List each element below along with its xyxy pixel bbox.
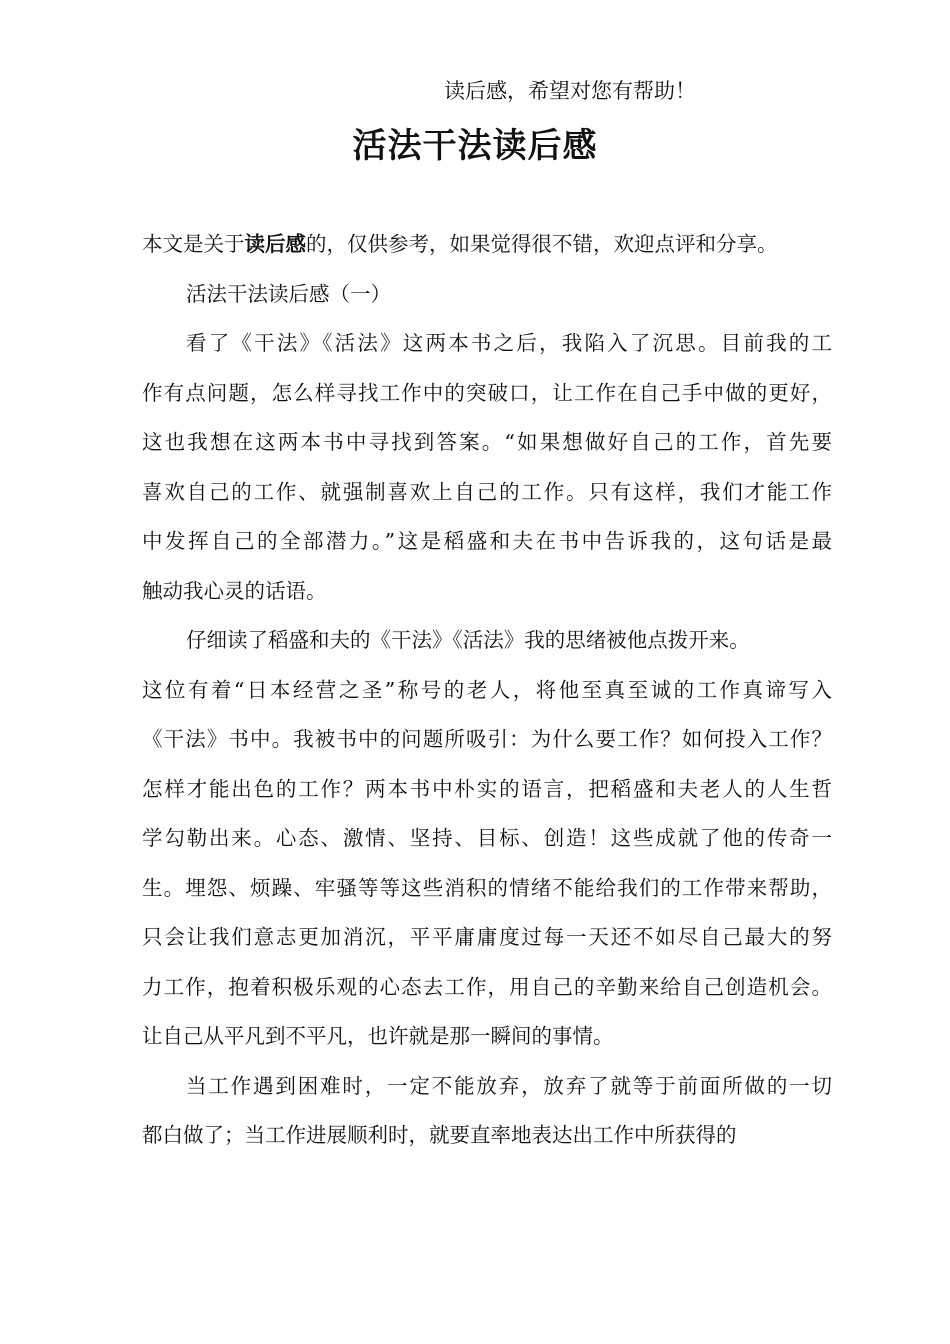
document-body: [142, 226, 832, 1167]
paragraph-line: 看了《干法》《活法》这两本书之后，我陷入了沉思。目前我的工: [186, 331, 832, 355]
paragraph-line: 喜欢自己的工作、就强制喜欢上自己的工作。只有这样，我们才能工作: [142, 479, 832, 504]
paragraph-line: 这位有着“日本经营之圣”称号的老人，将他至真至诚的工作真谛写入: [142, 677, 832, 702]
paragraph-line: 中发挥自己的全部潜力。”这是稻盛和夫在书中告诉我的，这句话是最: [142, 529, 832, 553]
paragraph-line: 仔细读了稻盛和夫的《干法》《活法》我的思绪被他点拨开来。: [186, 628, 750, 652]
paragraph-line: 力工作，抱着积极乐观的心态去工作，用自己的辛勤来给自己创造机会。: [142, 974, 832, 999]
paragraph-line: 都白做了；当工作进展顺利时，就要直率地表达出工作中所获得的: [142, 1123, 737, 1147]
paragraph-3: [142, 1068, 832, 1167]
intro-line: [142, 226, 832, 276]
paragraph-line: 触动我心灵的话语。: [142, 578, 327, 603]
paragraph-2: [142, 622, 832, 1068]
document-title: 活法干法读后感: [352, 126, 598, 166]
paragraph-1: [142, 325, 832, 622]
paragraph-line: 作有点问题，怎么样寻找工作中的突破口，让工作在自己手中做的更好，: [142, 380, 832, 405]
paragraph-line: 学勾勒出来。心态、激情、坚持、目标、创造！这些成就了他的传奇一: [142, 826, 832, 850]
paragraph-line: 生。埋怨、烦躁、牢骚等等这些消积的情绪不能给我们的工作带来帮助，: [142, 875, 832, 900]
intro-text-after: 的，仅供参考，如果觉得很不错，欢迎点评和分享。: [306, 232, 778, 256]
intro-keyword: 读后感: [244, 232, 306, 256]
paragraph-line: 这也我想在这两本书中寻找到答案。“如果想做好自己的工作，首先要: [142, 430, 832, 454]
section-heading: 活法干法读后感（一）: [186, 281, 391, 306]
header-note: 读后感，希望对您有帮助！: [444, 79, 696, 103]
paragraph-line: 当工作遇到困难时，一定不能放弃，放弃了就等于前面所做的一切: [186, 1073, 832, 1098]
paragraph-line: 让自己从平凡到不平凡，也许就是那一瞬间的事情。: [142, 1024, 614, 1048]
paragraph-line: 《干法》书中。我被书中的问题所吸引：为什么要工作？如何投入工作？: [142, 727, 832, 751]
intro-text-before: 本文是关于: [142, 232, 245, 256]
paragraph-line: 只会让我们意志更加消沉，平平庸庸度过每一天还不如尽自己最大的努: [142, 925, 832, 949]
paragraph-line: 怎样才能出色的工作？两本书中朴实的语言，把稻盛和夫老人的人生哲: [142, 776, 832, 801]
